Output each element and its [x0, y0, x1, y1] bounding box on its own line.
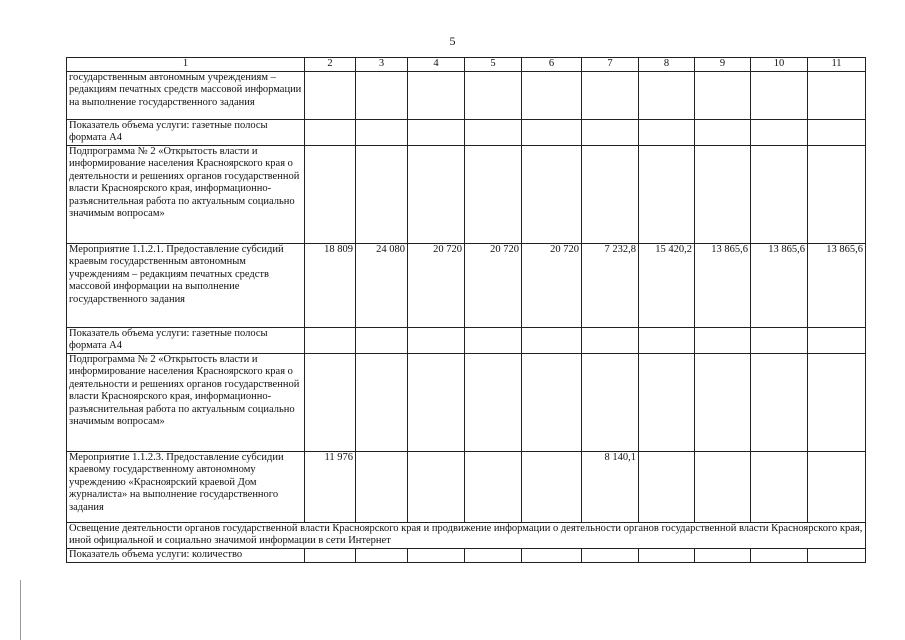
- row-label-cell: государственным автономным учреждениям – редакциям печатных средств массовой информации на выполнение государственного задания: [67, 71, 305, 119]
- value-cell: [751, 71, 808, 119]
- value-cell: [639, 451, 695, 522]
- table-row: [67, 353, 866, 451]
- value-cell: [751, 119, 808, 145]
- table-row: [67, 548, 866, 562]
- value-cell: [582, 119, 639, 145]
- value-cell: [305, 327, 356, 353]
- value-cell: [808, 145, 866, 243]
- header-cell: 10: [751, 58, 808, 72]
- value-cell: [695, 71, 751, 119]
- value-cell: [639, 548, 695, 562]
- header-cell: 4: [408, 58, 465, 72]
- row-label-cell: Мероприятие 1.1.2.3. Предоставление субсидии краевому государственному автономному учреждению «Красноярский краевой Дом журналиста» на выполнение государственного задания: [67, 451, 305, 522]
- value-cell: [408, 451, 465, 522]
- value-cell: [808, 548, 866, 562]
- value-cell: [408, 327, 465, 353]
- value-cell: [695, 145, 751, 243]
- value-cell: [751, 548, 808, 562]
- value-cell: 15 420,2: [639, 243, 695, 327]
- value-cell: 24 080: [356, 243, 408, 327]
- value-cell: [305, 145, 356, 243]
- value-cell: [808, 327, 866, 353]
- row-label-cell: Показатель объема услуги: количество: [67, 548, 305, 562]
- value-cell: [465, 353, 522, 451]
- value-cell: 7 232,8: [582, 243, 639, 327]
- value-cell: [356, 71, 408, 119]
- header-cell: 11: [808, 58, 866, 72]
- value-cell: 20 720: [465, 243, 522, 327]
- header-row: [67, 58, 866, 72]
- value-cell: [465, 327, 522, 353]
- header-cell: 3: [356, 58, 408, 72]
- header-cell: 6: [522, 58, 582, 72]
- value-cell: [408, 119, 465, 145]
- value-cell: [582, 327, 639, 353]
- value-cell: [808, 119, 866, 145]
- table-row: [67, 145, 866, 243]
- row-label-cell: Показатель объема услуги: газетные полосы формата А4: [67, 327, 305, 353]
- value-cell: 13 865,6: [751, 243, 808, 327]
- value-cell: [356, 548, 408, 562]
- header-cell: 7: [582, 58, 639, 72]
- value-cell: 8 140,1: [582, 451, 639, 522]
- value-cell: [695, 548, 751, 562]
- value-cell: [305, 119, 356, 145]
- row-label-cell: Подпрограмма № 2 «Открытость власти и информирование населения Красноярского края о деятельности и решениях органов государственной власти Красноярского края, информационно-разъяснительная работа по актуальным социально значимым вопросам»: [67, 353, 305, 451]
- value-cell: [582, 71, 639, 119]
- value-cell: [695, 353, 751, 451]
- value-cell: [408, 353, 465, 451]
- value-cell: [305, 548, 356, 562]
- value-cell: [582, 353, 639, 451]
- section-row: [67, 522, 866, 548]
- header-cell: 1: [67, 58, 305, 72]
- value-cell: [695, 327, 751, 353]
- value-cell: [751, 145, 808, 243]
- value-cell: [465, 119, 522, 145]
- value-cell: 11 976: [305, 451, 356, 522]
- row-label-cell: Подпрограмма № 2 «Открытость власти и информирование населения Красноярского края о деятельности и решениях органов государственной власти Красноярского края, информационно-разъяснительная работа по актуальным социально значимым вопросам»: [67, 145, 305, 243]
- value-cell: [465, 145, 522, 243]
- value-cell: [751, 451, 808, 522]
- value-cell: [522, 71, 582, 119]
- scan-edge-mark: [20, 580, 21, 640]
- value-cell: 13 865,6: [808, 243, 866, 327]
- value-cell: [522, 451, 582, 522]
- value-cell: [582, 145, 639, 243]
- value-cell: [751, 353, 808, 451]
- value-cell: [356, 145, 408, 243]
- table-row: [67, 451, 866, 522]
- value-cell: [639, 145, 695, 243]
- value-cell: [465, 451, 522, 522]
- value-cell: [695, 451, 751, 522]
- table-row: [67, 119, 866, 145]
- value-cell: [356, 119, 408, 145]
- row-label-cell: Мероприятие 1.1.2.1. Предоставление субсидий краевым государственным автономным учреждениям – редакциям печатных средств массовой информации на выполнение государственного задания: [67, 243, 305, 327]
- header-cell: 2: [305, 58, 356, 72]
- value-cell: 20 720: [408, 243, 465, 327]
- value-cell: [639, 119, 695, 145]
- value-cell: [305, 353, 356, 451]
- value-cell: [808, 71, 866, 119]
- value-cell: 13 865,6: [695, 243, 751, 327]
- value-cell: [522, 353, 582, 451]
- section-title-cell: Освещение деятельности органов государственной власти Красноярского края и продвижение информации о деятельности органов государственной власти Красноярского края, иной официальной и социально значимой информации в сети Интернет: [67, 522, 866, 548]
- value-cell: [808, 451, 866, 522]
- value-cell: [522, 145, 582, 243]
- header-cell: 5: [465, 58, 522, 72]
- header-cell: 8: [639, 58, 695, 72]
- header-cell: 9: [695, 58, 751, 72]
- value-cell: [305, 71, 356, 119]
- value-cell: [639, 327, 695, 353]
- value-cell: [356, 451, 408, 522]
- value-cell: [356, 327, 408, 353]
- value-cell: [408, 71, 465, 119]
- value-cell: [465, 71, 522, 119]
- page-number: 5: [449, 34, 456, 48]
- budget-table: [66, 57, 866, 563]
- value-cell: [751, 327, 808, 353]
- value-cell: [808, 353, 866, 451]
- table-row: [67, 327, 866, 353]
- value-cell: 20 720: [522, 243, 582, 327]
- table-row: [67, 71, 866, 119]
- value-cell: [639, 71, 695, 119]
- value-cell: [465, 548, 522, 562]
- table-row: [67, 243, 866, 327]
- value-cell: [639, 353, 695, 451]
- row-label-cell: Показатель объема услуги: газетные полосы формата А4: [67, 119, 305, 145]
- value-cell: [695, 119, 751, 145]
- value-cell: [356, 353, 408, 451]
- value-cell: [522, 548, 582, 562]
- value-cell: [522, 119, 582, 145]
- value-cell: [522, 327, 582, 353]
- value-cell: [408, 145, 465, 243]
- value-cell: [582, 548, 639, 562]
- value-cell: 18 809: [305, 243, 356, 327]
- value-cell: [408, 548, 465, 562]
